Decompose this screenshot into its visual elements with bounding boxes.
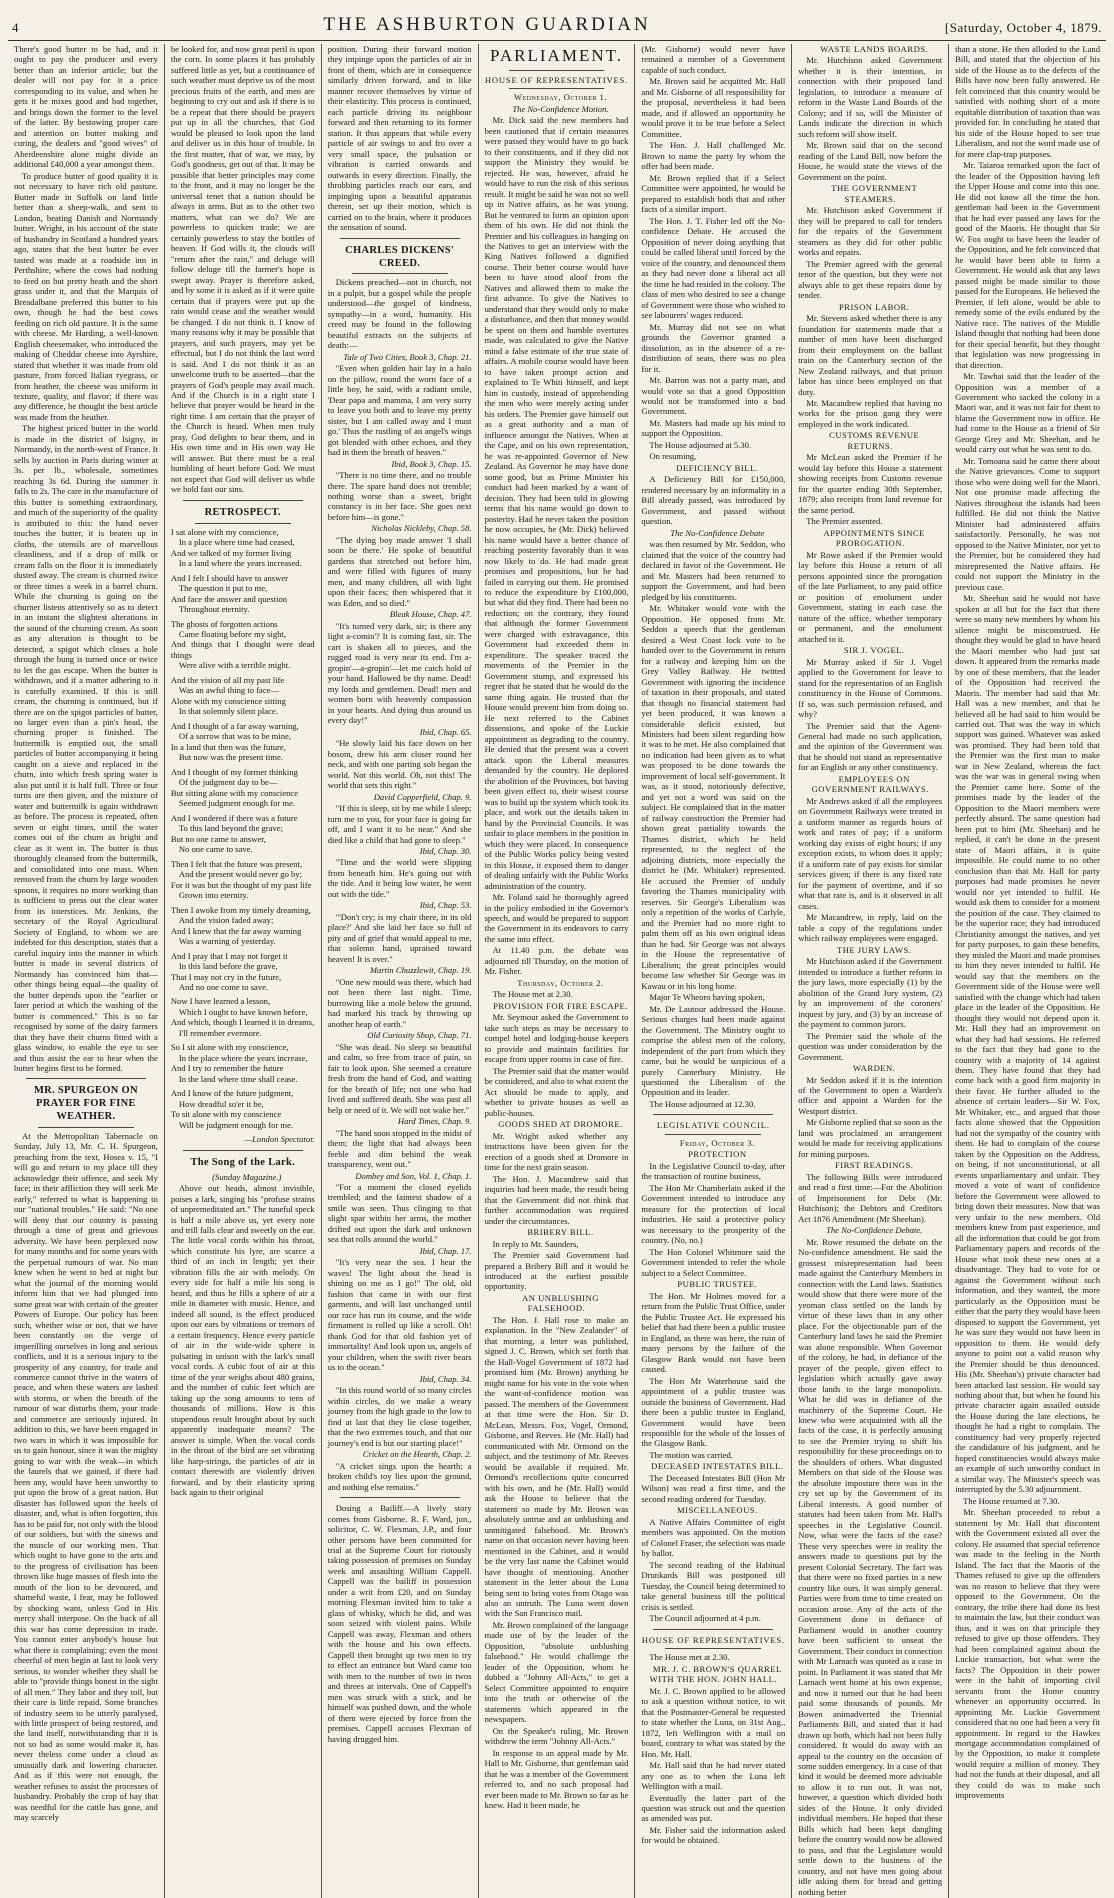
divider	[183, 500, 303, 501]
paragraph: Eventually the latter part of the question was struck out and the question as amended was put.	[641, 1792, 786, 1824]
paragraph: The House resumed at 7.30.	[963, 1495, 1060, 1506]
paragraph: At 11.40 p.m. the debate was adjourned till Thursday, on the motion of Mr. Fisher.	[484, 945, 629, 977]
poem-line: And I know of the future judgment,	[170, 1088, 294, 1099]
paragraph: Mr. De Lautour addressed the House. Serious charges had been made against the Government. The Ministry ought to comprise the ablest men of the colony, independent of the part from which they came, but he would be suspicious of a purely Canterbury Ministry. He questioned the Liberalism of the Opposition and its leader.	[641, 1003, 786, 1098]
article-heading: The Song of the Lark.	[190, 1156, 296, 1168]
paragraph: Mr. Masters had made up his mind to support the Opposition.	[641, 417, 786, 439]
paragraph: Mr. Macandrew replied that having no works for the prison gang they were employed in the work indicated.	[798, 397, 943, 429]
extract-text: "One new mould was there, which had not been there last night. Time, burrowing like a mole below the ground, had marked his track by throwing up another heap of earth."	[327, 976, 472, 1029]
paragraph: Mr Macandrew, in reply, laid on the table a copy of the regulations under which railway employees were engaged.	[798, 912, 943, 944]
poem-line: In this land before the grave,	[178, 961, 278, 972]
poem-line: But no one came to answer,	[170, 833, 266, 844]
paragraph: The Premier assented.	[806, 516, 883, 527]
paragraph: was then resumed by Mr. Seddon, who claimed that the voice of the country had declared in favor of the Government. He and Mr. Masters had been returned to support the Government, and had been pledged by his constituents.	[641, 539, 786, 602]
poem-line: In that solemnly silent place.	[178, 706, 278, 717]
poem-line: Alone with my conscience sitting	[170, 695, 286, 706]
paragraph: Above our heads, almost invisible, poises a lark, singing his "profuse strains of unpremeditated art." The tuneful speck is half a mile above us, yet every note and trill falls clear and sweetly on the ear. The little vocal cords within his throat, which constitute his lyre, are scarce a third of an inch in length; yet their vibration fills the air with melody. On every side for half a mile his song is heard, and thus he fills a sphere of air a mile in diameter with music. Hence, and indeed all sound, is the effect produced upon our ears by vibrations or tremors of a certain frequency. Hence every particle of air in the wide-wide sphere is pulsating in unison with the lark's small vocal cords. A cubic foot of air at this time of the year weighs about 480 grains, and the number of cubic feet which are taking up the song amounts to tens of thousands of millions. How is this stupendous result brought about by such apparently inadequate means? The answer is simple. When the vocal cords in the throat of the bird are set vibrating like harp-strings, the particles of air in contact therewith are violently driven forward, and by their elasticity spring back again to their original	[170, 1183, 315, 1498]
paragraph: Mr. Wright asked whether any instructions have been given for the erection of a goods shed at Dromore in time for the next grain season.	[484, 1130, 629, 1173]
paragraph: The Premier said the whole of the question was under consideration by the Government.	[798, 1030, 943, 1062]
stanza	[171, 527, 315, 569]
poem-line: Was a warning of yesterday.	[178, 936, 276, 947]
paragraph: In response to an appeal made by Mr. Hall to Mr. Gisborne, that gentleman said that he was a member of the Government referred to, and no such proposal had ever been made to Mr. Brown so far as he knew. Had it been made, he	[484, 1747, 629, 1811]
topic-heading: WARDEN.	[853, 1063, 896, 1074]
issue-date: [Saturday, October 4, 1879.	[944, 20, 1102, 35]
poem-line: Grown into eternity.	[178, 890, 249, 901]
paragraph: The highest priced butter in the world is made in the district of Isigny, in Normandy, in the north-west of France. It sells by auction in Paris during winter at 3s. per lb., wholesale, sometimes reaching 3s 6d. During the summer it falls to 2s. The care in the manufacture of this butter is something extraordinary, and much of the superiority of the quality is attributed to this: the hand never touches the butter, it is beaten up in cloths, the utensils are of marvellous cleanliness, and if a drop of milk or cream falls on the floor it is immediately dusted away. The cream is churned twice or three times a week in a barrel churn. While the churning is going on the churner listens attentively so as to detect in an instant the slightest alterations in the sound of the churning cream. As soon as any alteration is thought to be detected, a spigot which closes a hole through the bung is turned once or twice to let the gas escape. When the butter is withdrawn, and if a matter adhering to it is carefully examined. If this is still cream, the churning is continued, but if there are on the spigot particles of butter, no larger even than a pin's head, the churning proper is finished. The buttermilk is emptied out, the small particles of butter accompanying it being caught on a sieve and replaced in the churn, into which fresh spring water is also put until it is half full. Three or four turns are then given, and the mixture of water and buttermilk is again withdrawn as before. The process is repeated, often seven or eight times, until the water comes out of the churn as bright and clear as it went in. The butter is thus thoroughly cleansed from the buttermilk, and consolidated into one mass. When removed from the churn by large wooden spoons, it requires no more working than is sufficient to press out the clear water from its interstices. Mr. Jenkins, the secretary of the Royal Agricultural Society of England, to whom we are indebted for this description, states that a careful inquiry into the manner in which butter is made in several districts of Normandy has convinced him that—other things being equal—the quality of the butter depends upon the "earlier or later period at which the washing of the butter is commenced." This is so far recognised by some of the dairy farmers that they have their churns fitted with a glass window, to enable the eye to see and thus assist the ear to hear when the butter begins first to be formed.	[14, 423, 158, 1073]
divider	[352, 273, 448, 274]
poem-line: And which, though I learned it in dreams,	[170, 1017, 315, 1028]
poem-line: To sit alone with my conscience	[170, 1109, 282, 1120]
paragraph: Mr. Brown complained of the language made use of by the leader of the Opposition, "absolute unblushing falsehood." He would challenge the leader of the Opposition, whom he dubbed a "Johnny All-Acts," to get a Select Committee appointed to enquire into the truth or otherwise of the statements which appeared in the newspapers.	[484, 1619, 629, 1725]
section-subtitle: HOUSE OF REPRESENTATIVES.	[484, 74, 629, 85]
extract-text: "In this round world of so many circles within circles, do we make a weary journey from the high grade to the low to find at last that they lie close together, that the two extremes touch, and that our journey's end is but our starting place!"	[327, 1385, 472, 1448]
masthead	[8, 6, 1106, 41]
paragraph: Mr. Tawhai said that the leader of the Opposition was a member of a Government who sacked the colony in a Maori war, and it was not fair for them to blame the Government now in office. He had come to the House as a friend of Sir George Grey and Mr. Sheehan, and he would carry out what he was sent to do.	[955, 371, 1100, 455]
paragraph: The Hon. J. T. Fisher led off the No-confidence Debate. He accused the Opposition of never doing anything that could be called liberal until forced by the voice of the country, and denounced them as they had never done a liberal act all the time he had resided in the colony. The class of men who desired to see a change of Government were those who wished to see labourers' wages reduced.	[641, 215, 786, 321]
poem-line: How dreadful so'er it be,	[178, 1098, 264, 1109]
paragraph: be looked for, and now great peril is upon the corn. In some places it has probably suffered little as yet, but a continuance of such weather must deprive us of the most precious fruits of the earth, and men are beginning to cry out and ask if there is to be a repeat that there should be prayers put up in all the churches, that God would be pleased to look upon the land and deliver us in this hour of trouble. In the first matter, that of war, we may, by God's goodness, get out of that. It may be possible that better principles may come to the front, and it may no longer be the universal tenet that a nation should be always in arms. But as to the other two matters, what can we do? We are powerless to quicken trade; we are certainly powerless to stay the bottles of heaven. If God wills it, the clouds will "return after the rain," and deluge will follow deluge till the farmer's hope is swept away. Prayer is therefore asked, and by some it is asked as if it were quite certain that if prayers were put up the rain would cease and the weather would be changed. I do not think it. I know of many reasons why it may be possible that prayers, and such prayers, may yet be effectual, but I do not think the last word is said. And I do not think it as an unwelcome truth to be asserted—that the prayers of God's people may avail much. And if the Church is in a right state I believe that prayer would be heard in the right time. I am certain that the prayer of the Church is heard. When men truly pray, God delights to hear them, and in His own time and in His own way He will answer. But there must be a real humbling of heart before God. We must not expect that God will deliver us while we hold fast our sins.	[170, 44, 315, 495]
extract-source: Dombey and Son, Vol. 1, Chap. 1.	[355, 1170, 472, 1181]
paragraph: The Hon. J. Hall challenged Mr. Brown to name the party by whom the offer had been made.	[641, 140, 786, 172]
article-source: (Sunday Magazine.)	[212, 1171, 282, 1182]
poem-line: And I felt I should have to answer	[170, 572, 289, 583]
topic-heading: MR. J. C. BROWN'S QUARREL WITH THE HON. JOHN HALL.	[649, 1663, 782, 1685]
paragraph: The Premier said Government had prepared a Bribery Bill and it would be introduced at the earliest possible opportunity.	[484, 1250, 629, 1292]
paragraph: position. During their forward motion they impinge upon the particles of air in front of them, which are in consequence similarly driven forward, and in like manner recover themselves by virtue of their elasticity. This process is continued, each particle driving its neighbour forward and then returning to its former station. It thus appears that while every particle of air swings to and fro over a very small space, the pulsation or vibration is carried onwards and outwards in every direction. Finally, the throbbing particles reach our ears, and impinging upon a beautiful apparatus therein, set up their motion, which is carried on to the brain, where it produces the sensation of sound.	[327, 44, 472, 233]
poem-line: And the present would never go by;	[178, 869, 302, 880]
topic-heading: The No-Confidence Debate	[670, 527, 765, 538]
paragraph: The following Bills were introduced and read a first time:—For the Abolition of Imprisonment for Debt (Mr. Hutchison); the Debtors and Creditors Act 1876 Amendment (Mr Sheehan).	[798, 1171, 943, 1224]
poem-line: The ghosts of forgotten actions	[170, 618, 278, 629]
extract-text: "Time and the world were slipping from beneath him. He's going out with the tide. And it being low water, he went out with the tide."	[327, 857, 472, 899]
paragraph: The Council adjourned at 4 p.m.	[649, 1613, 761, 1624]
topic-heading: The No-Confidence Motion.	[512, 103, 609, 114]
poem-line: But now was the present time.	[178, 752, 283, 763]
poem-line: No one came to save.	[178, 844, 253, 855]
paragraph: Mr Rowe asked if the Premier would lay before this House a return of all persons appointed since the prorogation of the late Parliament, to any paid office or position of emolument under Government, stating in each case the nature of the office, whether temporary or permanent, and the emolument attached to it.	[798, 549, 943, 644]
paragraph: Mr. Seymour asked the Government to take such steps as may be necessary to compel hotel and lodging-house keepers to provide and maintain facilities for escape from upper rooms in case of fire.	[484, 1012, 629, 1065]
divider	[340, 1497, 460, 1498]
poem-line: And I knew that the far away warning	[170, 925, 302, 936]
column-2	[165, 44, 322, 1898]
poem-line: I'll remember evermore.	[178, 1027, 262, 1038]
poem-line: In the place where the years increase,	[178, 1052, 308, 1063]
extract-text: "She was dead. No sleep so beautiful and calm, so free from trace of pain, so fair to look upon. She seemed a creature fresh from the hand of God, and waiting for the breath of life; not one who had lived and suffered death. She was past all help or need of it. We will not wake her."	[327, 1041, 472, 1115]
paragraph: Mr. Tomoana said he came there about the Native grievances. Come to support those who were doing well for the Maori. Not one promise made affecting the Natives throughout the islands had been fulfilled. He did not think the Native Minister had administered affairs satisfactorily. Personally, he was not opposed to the Native Minister, nor yet to the Premier, but he considered they had misrepresented the Native affairs. He could not support the Ministry in the previous case.	[955, 455, 1100, 592]
paragraph: To produce butter of good quality it is not necessary to have rich old pasture. Butter made in Suffolk on land little better than a sheep-walk, and sent to London, beating Danish and Normandy butter. Wright, in his account of the state of husbandry in Scotland a hundred years ago, states that the best butter he ever tasted was made at a roadside inn in Perthshire, where the cows had nothing to feed on but pretty heath and the short grass under it, and that the Marquis of Breadalbane preferred this butter to his own, though he had the best cows feeding on rich old pasture. It is the same with cheese. Mr Harding, a well-known English cheesemaker, who introduced the making of Cheddar cheese into Ayrshire, stated that whether it was made from old pasture, from forced Italian ryegrass, or from heather, the cheese was uniform in texture, quality, and flavor; if there was any difference, he thought the best article was made from the heather.	[14, 170, 158, 422]
topic-heading: PUBLIC TRUSTEE.	[677, 1279, 758, 1290]
paragraph: than a stone. He then alluded to the Land Bill, and stated that the objection of his side of the House as to the defects of the Bills have now been fully answered. He felt convinced that this country would be satisfied with nothing short of a more equitable distribution of taxation than was provided for. In concluding he stated that his side of the House hoped to see true Liberalism, and not the word made use of for mere clap-trap purposes.	[955, 44, 1101, 159]
extract-source: Ibid, Chap. 53.	[419, 900, 472, 911]
paragraph: Mr. Sheehan proceeded to rebut a statement by Mr. Hall that discontent with the Government existed all over the colony. He assumed that special reference was made to the feeling in the North Island. The fact that the Maoris of the Thames refused to give up the offenders was no reason to believe that they were opposed to the Government. On the contrary, the tribe there had done its best to maintain the law, but their conduct was thus, and it was on that principle they refused to give up those offenders. They had been complained against about the Luckie transaction, but what were the facts? The Opposition in their power were in the habit of importing civil servants from the Home country whenever an opportunity occurred. In appointing Mr. Luckie Government considered that no one had been a very fit appointment. In regard to the Hawkes mortgage accommodation complained of by the Opposition, to make it complete would require a million of money. They had not the funds at their disposal, and all they could do was to make such improvements	[955, 1507, 1100, 1801]
extract-source: David Copperfield, Chap. 9.	[373, 791, 472, 802]
stanza	[171, 859, 315, 901]
extract-text: "'Don't cry; is my chair there, in its old place?' And she laid her face so full of pity and of grief that would appeal to me, that solemn hand, upraised toward heaven! It is over."	[327, 911, 472, 964]
poem-line: Of the judgment day to be—	[178, 777, 278, 788]
paragraph: The motion was carried.	[649, 1449, 733, 1460]
poem-line: Which I ought to have known before,	[178, 1006, 308, 1017]
stanza	[171, 996, 315, 1038]
extract-text: "The dying boy made answer 'I shall soon be there.' He spoke of beautiful gardens that stretched out before him, and were filled with figures of many men, and many children, all with light upon their faces; then whispered that it was Eden, and so died."	[327, 534, 472, 608]
extract-text: "There is no time there, and no trouble there. The spare hand does not tremble; nothing worse than a sweet, bright constancy is in her face. She goes next before him—is gone."	[327, 470, 472, 522]
paragraph: Dosing a Bailiff.—A lively story comes from Gisborne. R. F. Ward, jun., solicitor, C. W. Flexman, J.P., and four other persons have been committed for trial at the Supreme Court for riotously taking possession of premises on Sunday week and assaulting William Cappell. Cappell was the bailiff in possession under a writ from £20, and on Sunday morning Flexman invited him to take a glass of whisky, which he did, and was soon seized with violent pains. While Cappell was away, Flexman and others with the house and his own effects. Cappell then brought up two men to try to effect an entrance but Ward came too with men to the number of two in twos and threes at intervals. One of Cappell's men was struck with a stick, and he himself was pushed down, and the whole of them were ejected by force from the premises. Cappell accuses Flexman of having drugged him.	[327, 1503, 472, 1744]
divider	[183, 1150, 303, 1151]
paragraph: Mr. Hutchison asked Government if they will be prepared to call for tenders for the repairs of the Government steamers as they did for other public works and repairs.	[798, 205, 943, 258]
divider	[38, 1127, 134, 1128]
paragraph: The Deceased Intestates Bill (Hon Mr Wilson) was read a first time, and the second reading ordered for Tuesday.	[641, 1472, 786, 1504]
paragraph: Mr Andrews asked if all the employees on Government Railways were treated in a uniform manner as regards hours of work and rates of pay; if a uniform working day exists of eight hours; if any exception exists, to whom does it apply; if a uniform rate of pay exists for similar services given; if there is any fixed rate for the payment of overtime, and if so what that rate is, and is it observed in all cases.	[798, 795, 943, 911]
paragraph: The Hon Mr Waterhouse said the appointment of a public trustee was outside the business of Government. Had there been a public trustee in England, Government would have been responsible for the whole of the losses of the Glasgow Bank.	[641, 1375, 786, 1449]
poem-line: Will be judgment enough for me.	[178, 1119, 294, 1130]
poem-line: And face the answer and question	[170, 593, 288, 604]
poem-line: To this land beyond the grave;	[178, 823, 284, 834]
paragraph: The House adjourned at 5.30.	[649, 439, 752, 450]
poem-line: And I thought of my former thinking	[170, 766, 298, 777]
paragraph: At the Metropolitan Tabernacle on Sunday, July 13, Mr. C. H. Spurgeon, preaching from the text, Hosea v. 15, "I will go and return to my place till they acknowledge their offence, and seek My face; in their affliction they will seek Me early," referred to what is happening to our "national troubles." He said: "No one will deny that our country is passing through a time of great and grievous adversity. We have been perplexed now for many months and for some years with the perpetual rumours of war. No man knew when he went to bed at night but what the journal of the morning would inform him that we had plunged into some great war with certain of the greater Powers of Europe. Our policy has been such, whether wise or not, that we have been constantly on the verge of imperilling ourselves in long and serious conflicts, and it is a serious injury to the prosperity of any country, for trade and commerce cannot thrive in the waters of peace, and when these waters are lashed with storms, or when the breath of the rumour of war disturbs them, your trade and commerce are seriously injured. In addition to this, we have been engaged in two wars in which it was impossible for us to gain honour, since it was the mighty going to war with the weak—in which the laurels that we gained, if there had been any, would have been unworthy to put upon the brow of a great nation. But disaster has followed upon the heels of disaster, and, what is often forgotten, this has to be paid for, not only with the blood of our soldiers, but with the sinews and the muscle of our working men. That which ought to have gone to the arts and to the progress of civilisation has been thrown like huge masses of flesh into the mouth of the lion to be devoured, and shameful waste, I fear, may be followed by shocking want, unless God in His mercy shall interpose. On the back of all this war has come depression in trade. You cannot enter anybody's house but what there is complaining; even the most cheerful of men begin at last to look very serious, to wonder whether they shall be able to "provide things honest in the sight of all men." They labor and they toil, but their care is little repaid. Some branches of industry seem to be utterly paralysed, with little prospect of being restored, and the land itself, notwithstanding that it is not so bad as some would make it, has never theless come under a cloud as unusually dark and lowering character. And as if this were not enough, the weather refuses to assist the processes of husbandry. Probably the crop of hay that was needful for the cattle has gone, and may scarcely	[14, 1130, 158, 1823]
paragraph: Mr. Foland said he thoroughly agreed in the policy embodied in the Governor's speech, and would be prepared to support the Government in its endeavors to carry the same into effect.	[484, 892, 629, 944]
sitting-date: Friday, October 3.	[679, 1137, 755, 1148]
paragraph: A Native Affairs Committee of eight members was appointed. On the motion of Colonel Fraser, the selection was made by ballot.	[641, 1516, 786, 1559]
topic-heading: EMPLOYEES ON GOVERNMENT RAILWAYS.	[811, 773, 929, 795]
poem-line: I sat alone with my conscience,	[170, 526, 279, 537]
divider	[340, 238, 460, 239]
topic-heading: The No-Confidence Debate.	[826, 1225, 923, 1236]
divider	[509, 88, 605, 89]
paragraph: Mr Seddon asked if it is the intention of the Government to open a Warden's office and appoint a Warden for the Westport district.	[798, 1074, 943, 1116]
extract-text: "If this is sleep, sit by me while I sleep; turn me to you, for your face is going far off, and I want it to be near." And she died like a child that had gone to sleep."	[327, 803, 472, 845]
paragraph: Mr Murray asked if Sir J. Vogel applied to the Government for leave to stand for the representation of an English constituency in the House of Commons. If so, was such permission refused, and why?	[798, 656, 943, 720]
topic-heading: PRISON LABOR.	[838, 301, 910, 312]
extract-source: Hard Times, Chap. 9.	[397, 1116, 472, 1127]
poem-line: But sitting alone with my conscience	[170, 787, 299, 798]
topic-heading: AN UNBLUSHING FALSEHOOD.	[522, 1292, 599, 1314]
paragraph: There's good butter to be had, and it ought to pay the producer and every better than an inferior article; but the dealer will not pay for it a price corresponding to its value, and when he gets it he mixes good and bad together, and brings down the former to the level of the latter. By bestowing proper care and attention on butter making and curing, the dealers and "good wives" of Aberdeenshire alone might divide an additional £40,000 a year amongst them.	[14, 44, 158, 170]
poem-line: And I try to remember the future	[170, 1063, 284, 1074]
extract-source: Cricket on the Hearth, Chap. 2.	[362, 1449, 472, 1460]
paragraph: The House met at 2.30.	[492, 989, 573, 1000]
stanza	[171, 1042, 315, 1084]
section-subtitle: HOUSE OF REPRESENTATIVES.	[641, 1634, 785, 1645]
paragraph: The Hon Colonel Whitmore said the Government intended to refer the whole subject to a Select Committee.	[641, 1246, 786, 1278]
sitting-date: Wednesday, October 1.	[513, 92, 608, 103]
poem-line: Seemed judgment enough for me.	[178, 798, 296, 809]
paragraph: Mr. Brown replied that if a Select Committee were appointed, he would be prepared to establish both that and other facts of a similar import.	[641, 172, 786, 215]
stanza	[171, 905, 315, 947]
column-7	[949, 44, 1106, 1898]
paragraph: The House adjourned at 12.30.	[649, 1098, 756, 1109]
paragraph: Mr. Murray did not see on what grounds the Governor granted a dissolution, as in the absence of a re-distribution of seats, there was no plea for it.	[641, 321, 786, 374]
poem-line: And things that I thought were dead things	[170, 639, 315, 660]
stanza	[171, 573, 315, 615]
extract-text: "It's turned very dark, sir; is there any light a-comin'? It is coming fast, sir. The cart is shaken all to pieces, and the rugged road is very near its end. I'm a-gropin'—a-gropin'—let me catch hold of your hand. Hallowed be thy name. Dead! my lords and gentlemen. Dead! men and women born with heavenly compassion in your hearts. And dying thus around us every day!"	[327, 620, 472, 726]
extract-source: Martin Chuzzlewit, Chap. 19.	[369, 965, 472, 976]
paragraph: Mr. Hutchison asked Government whether it is their intention, in connection with their proposed land legislation, to introduce a measure of reform in the Waste Land Boards of the Colony; and if so, will the Minister of Lands indicate the direction in which such reform will show itself.	[798, 55, 943, 139]
paragraph: The Hon. Mr Holmes moved for a return from the Public Trust Office, under the Public Trustee Act. He expressed his belief that had there been a public trustee in England, as there was here, the ruin of many persons by the failure of the Glasgow Bank would not have been caused.	[641, 1290, 786, 1375]
paragraph: Mr Hutchison asked if the Government intended to introduce a further reform in the jury laws, more especially (1) by the abolition of the Grand Jury system, (2) by an improvement of the coroners' inquest by jury, and (3) by an increase of the payment to common jurors.	[798, 956, 943, 1030]
paragraph: (Mr. Gisborne) would never have remained a member of a Government capable of such conduct.	[641, 44, 786, 75]
paragraph: Mr. J. C. Brown applied to be allowed to ask a question without notice, to wit that the Postmaster-General be requested to state whether the Luna, on 31st Aug., 1872, left Wellington with a mail on board, contrary to what was stated by the Hon. Mr. Hall.	[641, 1685, 786, 1759]
paragraph: Mr. Dick said the new members had been cautioned that if certain measures were passed they would have to go back to their constituents, and if they did not support the Ministry they would be rejected. He was, however, afraid he would have to run the risk of this serious result. It might be said he was not so well up in Native affairs, as he was young. But he ventured to form an opinion upon them of his own. He did not think the Premier and his colleagues in hanging on the Natives to get an interview with the King Natives followed a dignified course. Their better course would have been to have stood aloof from the Natives and allowed them to make the first advance. To give the Natives to understand that they would only to make a disturbance, and then that money would be spent on them and humble overtures made, was calculated to give the Native mind a false estimate of the true state of affairs. A mobile course would have been to have taken prompt action and explained to Te Whiti himself, and kept him in custody, instead of apprehending the men who were merely acting under his orders. The Premier gave himself out as a great authority and a man of influence amongst the Natives. When at the Cape, and on his own representation, he was re-appointed Governor of New Zealand. As Governor he may have done some good, but as Prime Minister his conduct had been marked by a want of decision. They had been told in glowing terms that his name would go down to posterity. Had he never taken the position he now occupies, he (Mr. Dick) believed his name would have a better chance of reaching posterity favorably than it was now likely to do. He had made great promises and propositions, but he had failed in carrying out them. He promised to reduce the expenditure by £100,000, but what did they find. There had been no reduction; on the contrary, they found that although the former Government were charged with extravagance, this Government had exceeded them in expenditure. The speaker traced the movements of the Premier in the Government stump, and expressed his regret that he stated that he would do the same thing again. He trusted that the House would prevent him from doing so. He next referred to the Cabinet dissensions, and spoke of the Luckie appointment as degrading to the country. He denied that the present was a covert attack upon the Liberal measures demanded by the country. He deplored the abolition of the Provinces, but having been given effect to, their wisest course was to build up the system which took its place, and work out the details taken in hand by the Provincial Councils. It was unfair to place members in the position in which they were placed. In consequence of the Public Works policy being vested in this House, it exposed them to danger of dealing unfairly with the Public Works administration of the country.	[484, 115, 629, 891]
extract-source: Bleak House, Chap. 47.	[389, 609, 472, 620]
paragraph: The Premier said that the matter would be considered, and also to what extent the Act should be made to apply, and whether to private houses as well as public-houses.	[484, 1065, 629, 1118]
poem-line: And I thought of a far away warning,	[170, 720, 299, 731]
article-heading: CHARLES DICKENS' CREED.	[345, 244, 455, 269]
paragraph: In reply to Mr. Saunders,	[492, 1238, 579, 1249]
paragraph: Major Te Wheoro having spoken,	[649, 992, 765, 1003]
topic-heading: PROVISION FOR FIRE ESCAPE.	[493, 1000, 628, 1011]
paragraph: On the Speaker's ruling, Mr. Brown withdrew the term "Johnny All-Acts."	[484, 1725, 629, 1747]
paragraph: Mr. Rowe resumed the debate on the No-confidence amendment. He said the grossest misrepresentation had been made against the Canterbury Members in connection with the Land laws. Statistics would show that there were more of the yeoman class settled on the lands by virtue of these laws than in any other place. For the objectionable part of the Canterbury land laws he said the Premier was alone responsible. When Governor of the colony, he had, in defiance of the prayer of the people, given effect to legislation which actually gave away those lands to the large monopolists. What he did was in defiance of the machinery of the Supreme Court. He knew who were acquainted with all the facts of the case, it is perfectly amusing to see the Premier trying to shift his responsibility for these proceedings on to the shoulders of others. What disgusted Members on that side of the House was the absolute imposture there was in the cry set up by the Government of its Liberal interests. A good number of statutes had been taken from Mr. Hall's speeches in the Legislative Council. Now, what were the facts of the case? These very speeches were in reality the answers made to questions put by the present Colonial Secretary. The fact was that there were no fixed parties in a new country like ours. It was simply general. Parties were from time to time created on occasion arose. Any of the acts of the Government done in defiance of Parliament would in another country have been sufficient to unseat the Government. Their conduct in connection with Mr Larnach was quoted as a case in point. In Parliament it was stated that Mr Larnach went home at his own expense, and now it turned out that he had been paid some thousands of pounds. Mr Bowen animadverted the Triennial Parliaments Bill, and stated that it had drawn up both, which had not been fully considered. It would do away with an appeal to the country on the occasion of some sudden emergency. In a case of that kind it would be deemed more advisable to allow it to run out. It was not, however, a question which divided both sides of the House. It only divided individual members. He hoped that these Bills which had been kept dangling before the country would now be allowed to pass, and that the Legislature would settle down to the business of the country, and not have men going about idle asking them for bread and getting nothing better	[798, 1236, 943, 1897]
poem-line: So I sit alone with my conscience,	[170, 1042, 289, 1053]
topic-heading: DECEASED INTESTATES BILL.	[651, 1461, 784, 1472]
column-3	[322, 44, 479, 1898]
paragraph: Mr. Hall said that he had never stated any one as to when the Luna left Wellington with a mail.	[641, 1760, 786, 1792]
column-4	[479, 44, 636, 1898]
poem-line: And no one come to save.	[178, 982, 269, 992]
poem-line: In a place where time had ceased,	[178, 537, 295, 548]
divider	[195, 523, 291, 524]
paragraph: The Premier agreed with the general tenor of the question, but they were not always able to get these repairs done by tender.	[798, 258, 943, 301]
paragraph: Mr Gisborne replied that so soon as the land was proclaimed an arrangement would be made for receiving applications for mining purposes.	[798, 1117, 943, 1159]
paragraph: Mr. Barron was not a party man, and would vote so that a good Opposition would not be transformed into a bad Government.	[641, 375, 786, 417]
paragraph: Mr. Sheehan said he would not have spoken at all but for the fact that there were so many new members by whom his silence might be misconstrued. He thought they would be glad to have heard the Maori member who had just sat down. It appeared from the remarks made by one of these members, that the leader of the Opposition had received the Maoris. The member had said that Mr. Hall was a new member, and that he believed all he had said to him would be carried out. That was the way in which support was gained. Whatever was asked was promised. They had been told that the Premier was the first man to make war in New Zealand, whereas the fact was the war was in general swing when the Premier came here. Some of the promises made by the leader of the Opposition to the Maori members were perfectly absurd. The same question had been put to him (Mr. Sheehan) and he replied, it can't be done in the present state of Maori affairs, it is quite impossible. He could name to no other conclusion than that Mr. Hall for party purposes had made promises he never would nor yet intended to fulfil. He would ask them to consider for a moment the position of the case. They claimed to be the superior race; they had introduced Christianity amongst the natives, and yet for party purposes, to gain these benefits, they misled the Maori and made promises to him they never intended to fulfil. He would say that the members on the Government side of the House were well satisfied with the change which had taken place in the leader of the Opposition. He thought they would not depend upon it. Mr. Hall they had an improvement on what they had had sessions. He referred to the fact that they had gone to the country with a majority of 14 against them. They have found that they had come back with a good firm majority in their favor. He further alluded to the absence of certain leaders—Sir W. Fox, Mr Whitaker, etc., and argued that those facts alone showed that the Opposition had not the sympathy of the country with them. He had to complain of the course taken by the Opposition on the Address, on being, if not unconstitutional, at all events unparliamentary and unfair. They moved a vote of want of confidence before the Government were allowed to bring down their measures. Now that was very unfair to the new members. Old members knew from past experience, and all the information that could be got from Parliamentary papers and records of the House what took these new ones at a disadvantage. They had to vote for or against the Government without such information, and they wanted, the more particularly as the Opposition must be either that the party they would have been disposed to support the Government, yet he was sure they would not have been in opposition to them. He would defy anyone to point out a valid reason why the Premier should be thus denounced. His (Mr. Sheehan's) private character had been attacked last session. He would say nothing about that, but when he found his private character again assailed outside the House during the late elections, he thought he had a right to complain. The constituency had very properly rejected the candidature of his judgment, and he hoped constituencies would always make an example of such unworthy conduct in a similar way. The Minister's speech was interrupted by the 5.30 adjournment.	[955, 593, 1100, 1495]
divider	[26, 1078, 146, 1079]
extract-text: "It's very near the sea. I hear the waves! The light about the head is shining on me as I go!" The old, old fashion that came in with our first garments, and will last unchanged until our race has run its course, and the wide firmament is rolled up like a scroll. Oh! thank God for that old fashion yet of immortality! And look upon us, angels of your children, when the swift river bears us to the ocean."	[327, 1257, 472, 1373]
extract-text: "A cricket sings upon the hearth; a broken child's toy lies upon the ground, and nothing else remains."	[327, 1460, 472, 1492]
topic-heading: WASTE LANDS BOARDS.	[820, 44, 929, 54]
divider	[665, 1134, 761, 1135]
article-heading: MR. SPURGEON ON PRAYER FOR FINE WEATHER.	[33, 1085, 138, 1123]
paragraph: The second reading of the Habitual Drunkards Bill was postponed till Tuesday, the Council being determined to take general business till the political crisis is settled.	[641, 1559, 786, 1612]
poem-line: The question it put to me,	[178, 583, 268, 594]
topic-heading: THE GOVERNMENT STEAMERS.	[831, 183, 918, 204]
paragraph: Mr. Whitaker would vote with the Opposition. He opposed from Mr. Seddon a speech that the gentleman desired a West Coast lock vote to be handed over to the Government in return for a railway and keeping him on the Grey Valley Railway. He twitted Government with ignoring the incidence of taxation in their proposals, and stated that though no financial statement had yet been produced, it was known a considerable deficit existed, but Ministers had been silent regarding how it was to be met. He also complained that no indication had been given as to what was proposed to be done towards the improvement of local self-government. It was, as it stood, notoriously defective, and yet not a word was said on the subject. He complained that in the matter of railway construction the Premier had shown great partiality towards the Thames district, which he held represented, to the neglect of the adjoining districts, more especially the district he (Mr. Whitaker) represented. He accused the Premier of unduly favoring the Thames municipality with reserves. Sir George's Liberalism was only a repetition of the works of Carlyle, and the Premier had no more right to palm them off as his own original ideas than he had. Sir George was not always in the House the representative of Liberalism; the great principles would become law whether Sir George was in Kawau or in his long home.	[641, 603, 786, 991]
poem-line: Then I felt that the future was present,	[170, 858, 303, 869]
extract-source: Ibid, Chap. 30.	[419, 845, 472, 856]
topic-heading: MISCELLANEOUS.	[676, 1505, 758, 1516]
extract-source: Ibid, Chap. 65.	[419, 726, 472, 737]
topic-heading: CUSTOMS REVENUE RETURNS.	[829, 430, 920, 451]
paragraph: On resuming,	[649, 451, 697, 462]
topic-heading: GOODS SHED AT DROMORE.	[498, 1119, 623, 1130]
topic-heading: BRIBERY BILL.	[527, 1227, 594, 1238]
poem-line: Throughout eternity.	[178, 604, 250, 615]
extract-source: Ibid, Chap. 34.	[419, 1373, 472, 1384]
paragraph: The House met at 2.30.	[649, 1652, 730, 1663]
poem-line: And I pray that I may not forget it	[170, 950, 288, 961]
divider	[653, 1114, 773, 1115]
paragraph: Dickens preached—not in church, not in a pulpit, but a gospel while the people understood—the gospel of kindness, sympathy—in a word, humanity. His creed may be found in the following beautiful extracts on the subjects of death:—	[327, 277, 472, 351]
page-number: 4	[12, 20, 19, 35]
poem-line: Of a sorrow that was to be mine,	[178, 731, 292, 742]
stanza	[171, 721, 315, 763]
extract-source: Ibid, Chap. 17.	[419, 1245, 472, 1256]
paragraph: The Hon. J. Hall rose to make an explanation. In the "New Zealander" of that morning, a letter was published, signed J. C. Brown, which set forth that the Hall-Vogel Government of 1872 had promised him (Mr. Brown) anything he might name for his vote in the vote when the want-of-confidence motion was passed. The members of the Government at that time were the Hon. Sir D. McLean, Messrs. Fox, Vogel, Ormond, Gisborne, and Reeves. He (Mr. Hall) had communicated with Mr. Ormond on the subject, and the testimony of Mr. Reeves would be available if required. Mr. Ormond's recollections quite concurred with his own, and he (Mr. Hall) would ask the House to believe that the statement so made by Mr. Brown was absolutely untrue and an unblushing and unmitigated falsehood. Mr. Brown's name on that occasion never having been mentioned in the Cabinet, and it would be the very last name the Cabinet would have thought of mentioning. Another statement in the letter about the Luna being sent to bring votes from Otago was also an untruth. The Luna went down with the San Francisco mail.	[484, 1314, 629, 1619]
paragraph: In the Legislative Council to-day, after the transaction of routine business,	[641, 1160, 786, 1182]
poem-line: Then I awoke from my timely dreaming,	[170, 904, 311, 915]
stanza	[171, 675, 315, 717]
topic-heading: THE JURY LAWS.	[836, 944, 912, 955]
column-1	[8, 44, 165, 1898]
extract-text: "For a moment the closed eyelids trembled; and the faintest shadow of a smile was seen. Thus clinging to that slight spar within her arms, the mother drifted out upon the dark and unknown sea that rolls around the world."	[327, 1182, 472, 1245]
poem-line: In the land where time shall cease.	[178, 1073, 298, 1084]
columns	[8, 44, 1106, 1897]
stanza	[171, 813, 315, 855]
paragraph: Mr McLean asked the Premier if he would lay before this House a statement showing receipts from Customs revenue for the quarter ending 30th September, 1879; also receipts from land revenue for the same period.	[798, 452, 943, 515]
extract-source: Tale of Two Cities, Book 3, Chap. 21.	[343, 351, 472, 362]
paragraph: Mr. Fisher said the information asked for would be obtained.	[641, 1824, 786, 1846]
poem-line: Came floating before my sight,	[178, 628, 287, 639]
extract-text: "Even when golden hair lay in a halo on the pillow, round the worn face of a little boy, he said, with a radiant smile, 'Dear papa and mamma, I am very sorry to leave you both and to leave my pretty sister, but I am called away and I must go.' Thus the rustling of an angel's wings got blended with other echoes, and they had in them the breath of heaven."	[327, 363, 472, 458]
poem	[171, 527, 315, 1131]
extract-text: "The hand soon stopped in the midst of them; the light that had always been feeble and dim behind the weak transparency, went out."	[327, 1127, 472, 1170]
poem-line: And we talked of my former living	[170, 547, 292, 558]
section-subtitle: LEGISLATIVE COUNCIL.	[656, 1120, 770, 1131]
topic-heading: SIR J. VOGEL.	[843, 645, 905, 656]
extract-source: Ibid, Book 3, Chap. 15.	[391, 458, 472, 469]
topic-heading: FIRST READINGS.	[834, 1160, 914, 1171]
column-5	[635, 44, 792, 1898]
poem-line: Now I have learned a lesson,	[170, 996, 271, 1007]
topic-heading: DEFICIENCY BILL.	[676, 462, 759, 473]
divider	[665, 1648, 761, 1649]
stanza	[171, 951, 315, 993]
poem-line: Was an awful thing to face—	[178, 685, 280, 696]
poem-line: For it was but the thought of my past life	[170, 879, 312, 890]
extract-source: Old Curiosity Shop, Chap. 71.	[367, 1030, 472, 1041]
poem-line: That I may not cry in the future,	[170, 971, 282, 982]
paragraph: Mr. Brown said that on the second reading of the Land Bill, now before the House, he would state the views of the Government on the point.	[798, 140, 943, 182]
stanza	[171, 767, 315, 809]
topic-heading: APPOINTMENTS SINCE PROROGATION.	[823, 527, 925, 549]
paragraph: The Hon. J. Macandrew said that inquiries had been made, the result being that the Government did not think that further accommodation was required under the circumstances.	[484, 1173, 629, 1226]
extract-source: Nicholas Nickleby, Chap. 58.	[371, 523, 472, 534]
divider	[509, 70, 605, 71]
paragraph: Mr. Taiaroa remarked upon the fact of the leader of the Opposition having left the Upper House and come into this one. He did not know all the time the hon. gentleman had been in the Government that he had ever passed any laws for the good of the Maoris. He thought that Sir W. Fox ought to have been the leader of the Opposition, and he felt convinced that he would have been able to form a Government. He would ask that any laws passed might be made similar to those passed for the Europeans. He believed the Premier, if left alone, would be able to remedy some of the evils endured by the Native race. The natives of the Middle Island thought that nothing had been done for their special benefit, but they thought that legislation was now progressing in that direction.	[955, 160, 1100, 370]
stanza	[171, 1088, 315, 1130]
newspaper-title: THE ASHBURTON GUARDIAN	[323, 14, 651, 35]
sitting-date: Thursday, October 2.	[517, 977, 604, 988]
divider	[653, 1629, 773, 1630]
poem-line: Were alive with a terrible might.	[178, 660, 291, 671]
poem-line: And I wondered if there was a future	[170, 812, 298, 823]
poem-line: In a land where the years increased.	[178, 558, 302, 569]
paragraph: The Hon Mr Chamberlain asked if the Government intended to introduce any measure for the protection of local industries. He said a protective policy was necessary to the prosperity of the country. (No, no.)	[641, 1182, 786, 1246]
poem-line: In a land that then was the future,	[170, 741, 286, 752]
paragraph: A Deficiency Bill for £150,000, rendered necessary by an informality in a Bill already passed, was introduced by Government, and passed without question.	[641, 474, 786, 527]
paragraph: Mr. Stevens asked whether there is any foundation for statements made that a number of men have been discharged from their employment on the ballast train on the Canterbury section of the New Zealand railways, and that prison labor has since been employed on that duty.	[798, 313, 943, 397]
poem-heading: RETROSPECT.	[204, 506, 281, 518]
extract-text: "He slowly laid his face down on her bosom, drew his arm closer round her neck, and with one parting sob began the world. Not this world. Oh, not this! The world that sets this right."	[327, 738, 472, 791]
topic-heading: PROTECTION	[688, 1149, 747, 1160]
poem-line: And the vision faded away;	[178, 915, 274, 926]
paragraph: The Premier said that the Agent-General had made no such application, and the opinion of the Government was that he should not stand as representative for an English or any other constituency.	[798, 720, 943, 773]
stanza	[171, 619, 315, 671]
column-6	[792, 44, 949, 1898]
poem-line: And the vision of all my past life	[170, 674, 285, 685]
paragraph: Mr. Brown said he acquitted Mr. Hall and Mr. Gisborne of all responsibility for the proposal, nevertheless it had been made, and if allowed an opportunity he would prove it to be true before a Select Committee.	[641, 76, 786, 139]
section-title: PARLIAMENT.	[490, 46, 623, 65]
poem-attribution: —London Spectator.	[244, 1134, 315, 1145]
